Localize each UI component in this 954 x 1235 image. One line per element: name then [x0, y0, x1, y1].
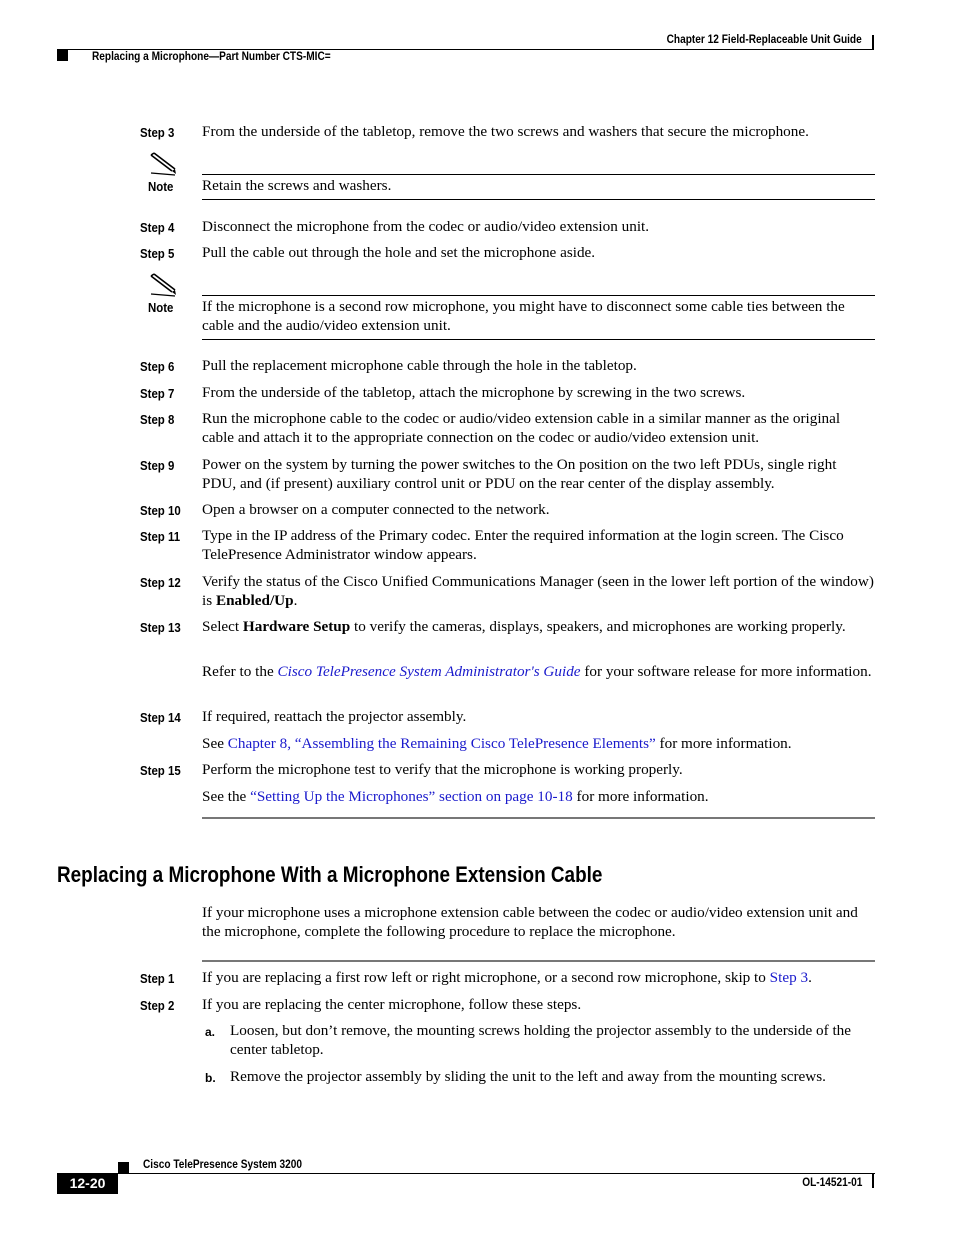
step-9-text: Power on the system by turning the power switches to the On position on the two left PDUs, single right PDU, and (if present) auxiliary control unit or PDU on the rear center of the display assembly.	[202, 456, 837, 492]
note-pencil-icon	[148, 273, 178, 297]
note-1-text: Retain the screws and washers.	[202, 177, 392, 194]
running-header-chapter: Chapter 12 Field-Replaceable Unit Guide	[666, 34, 862, 46]
footer-square-marker	[118, 1162, 129, 1173]
step-6-text: Pull the replacement microphone cable through the hole in the tabletop.	[202, 357, 637, 374]
note-2-text: If the microphone is a second row microphone, you might have to disconnect some cable ties between the cable and the audio/video extension unit.	[202, 298, 845, 334]
step-11-text: Type in the IP address of the Primary codec. Enter the required information at the login screen. The Cisco TelePresence Administrator window appears.	[202, 527, 844, 563]
note-2-label: Note	[148, 300, 174, 315]
section-heading: Replacing a Microphone With a Microphone Extension Cable	[57, 862, 603, 887]
step-8-text: Run the microphone cable to the codec or audio/video extension cable in a similar manner as the original cable and attach it to the appropriate connection on the codec or audio/video extension unit.	[202, 410, 841, 446]
step-2-text: If you are replacing the center microphone, follow these steps.	[202, 996, 582, 1013]
step-3-text: From the underside of the tabletop, remove the two screws and washers that secure the microphone.	[202, 123, 809, 140]
step-12-label: Step 12	[140, 575, 181, 590]
step-14-text: If required, reattach the projector assembly.	[202, 708, 467, 725]
header-square-marker	[57, 50, 68, 61]
step-15-text: Perform the microphone test to verify that the microphone is working properly.	[202, 761, 683, 778]
step-4-label: Step 4	[140, 220, 175, 235]
step-7-label: Step 7	[140, 386, 175, 401]
running-header-section: Replacing a Microphone—Part Number CTS-MIC=	[92, 51, 331, 63]
note-pencil-icon	[148, 152, 178, 176]
step-14-see-also: See Chapter 8, “Assembling the Remaining Cisco TelePresence Elements” for more information.	[202, 735, 792, 752]
status-enabled-up: Enabled/Up	[215, 592, 294, 609]
step-6-label: Step 6	[140, 359, 175, 374]
step-3-link[interactable]: Step 3	[769, 969, 809, 986]
step-8-label: Step 8	[140, 412, 175, 427]
step-10-label: Step 10	[140, 503, 181, 518]
footer-title: Cisco TelePresence System 3200	[143, 1159, 303, 1171]
header-vertical-bar	[872, 35, 874, 50]
substep-b-text: Remove the projector assembly by sliding the unit to the left and away from the mounting screws.	[230, 1068, 826, 1085]
note-1-label: Note	[148, 179, 174, 194]
procedure-end-rule	[202, 817, 875, 819]
chapter-8-link[interactable]: Chapter 8, “Assembling the Remaining Cisco TelePresence Elements”	[227, 735, 656, 752]
step-4-text: Disconnect the microphone from the codec or audio/video extension unit.	[202, 218, 650, 235]
footer-rule	[118, 1173, 875, 1174]
hardware-setup-term: Hardware Setup	[242, 618, 351, 635]
step-13-label: Step 13	[140, 620, 181, 635]
document-id: OL-14521-01	[801, 1177, 862, 1189]
header-rule	[57, 49, 874, 50]
step-13-text: Select Hardware Setup to verify the cameras, displays, speakers, and microphones are working properly.	[202, 618, 846, 635]
step-11-label: Step 11	[140, 529, 181, 544]
step-15-see-also: See the “Setting Up the Microphones” section on page 10-18 for more information.	[202, 788, 709, 805]
procedure-start-rule	[202, 960, 875, 962]
admin-guide-link[interactable]: Cisco TelePresence System Administrator's Guide	[277, 663, 581, 680]
step-13-reference: Refer to the Cisco TelePresence System Administrator's Guide for your software release for more information.	[202, 663, 872, 680]
step-12-text: Verify the status of the Cisco Unified Communications Manager (seen in the lower left portion of the window) is Enabled/Up.	[202, 573, 874, 609]
step-1-label: Step 1	[140, 971, 175, 986]
note-1-top-rule	[202, 174, 875, 175]
setting-up-microphones-link[interactable]: “Setting Up the Microphones” section on page 10-18	[250, 788, 573, 805]
step-9-label: Step 9	[140, 458, 175, 473]
substep-a-label: a.	[205, 1025, 216, 1039]
step-10-text: Open a browser on a computer connected to the network.	[202, 501, 550, 518]
step-3-label: Step 3	[140, 125, 175, 140]
note-2-bottom-rule	[202, 339, 875, 340]
note-1-bottom-rule	[202, 199, 875, 200]
step-5-label: Step 5	[140, 246, 175, 261]
step-14-label: Step 14	[140, 710, 181, 725]
footer-vertical-bar	[872, 1174, 874, 1188]
step-15-label: Step 15	[140, 763, 181, 778]
step-2-label: Step 2	[140, 998, 175, 1013]
section-intro: If your microphone uses a microphone extension cable between the codec or audio/video extension unit and the microphone, complete the following procedure to replace the microphone.	[202, 904, 858, 940]
step-7-text: From the underside of the tabletop, attach the microphone by screwing in the two screws.	[202, 384, 746, 401]
page-number: 12-20	[57, 1173, 118, 1194]
step-1-text: If you are replacing a first row left or right microphone, or a second row microphone, skip to Step 3.	[202, 969, 812, 986]
substep-b-label: b.	[205, 1071, 216, 1085]
substep-a-text: Loosen, but don’t remove, the mounting screws holding the projector assembly to the underside of the center tabletop.	[230, 1022, 852, 1058]
step-5-text: Pull the cable out through the hole and set the microphone aside.	[202, 244, 596, 261]
note-2-top-rule	[202, 295, 875, 296]
